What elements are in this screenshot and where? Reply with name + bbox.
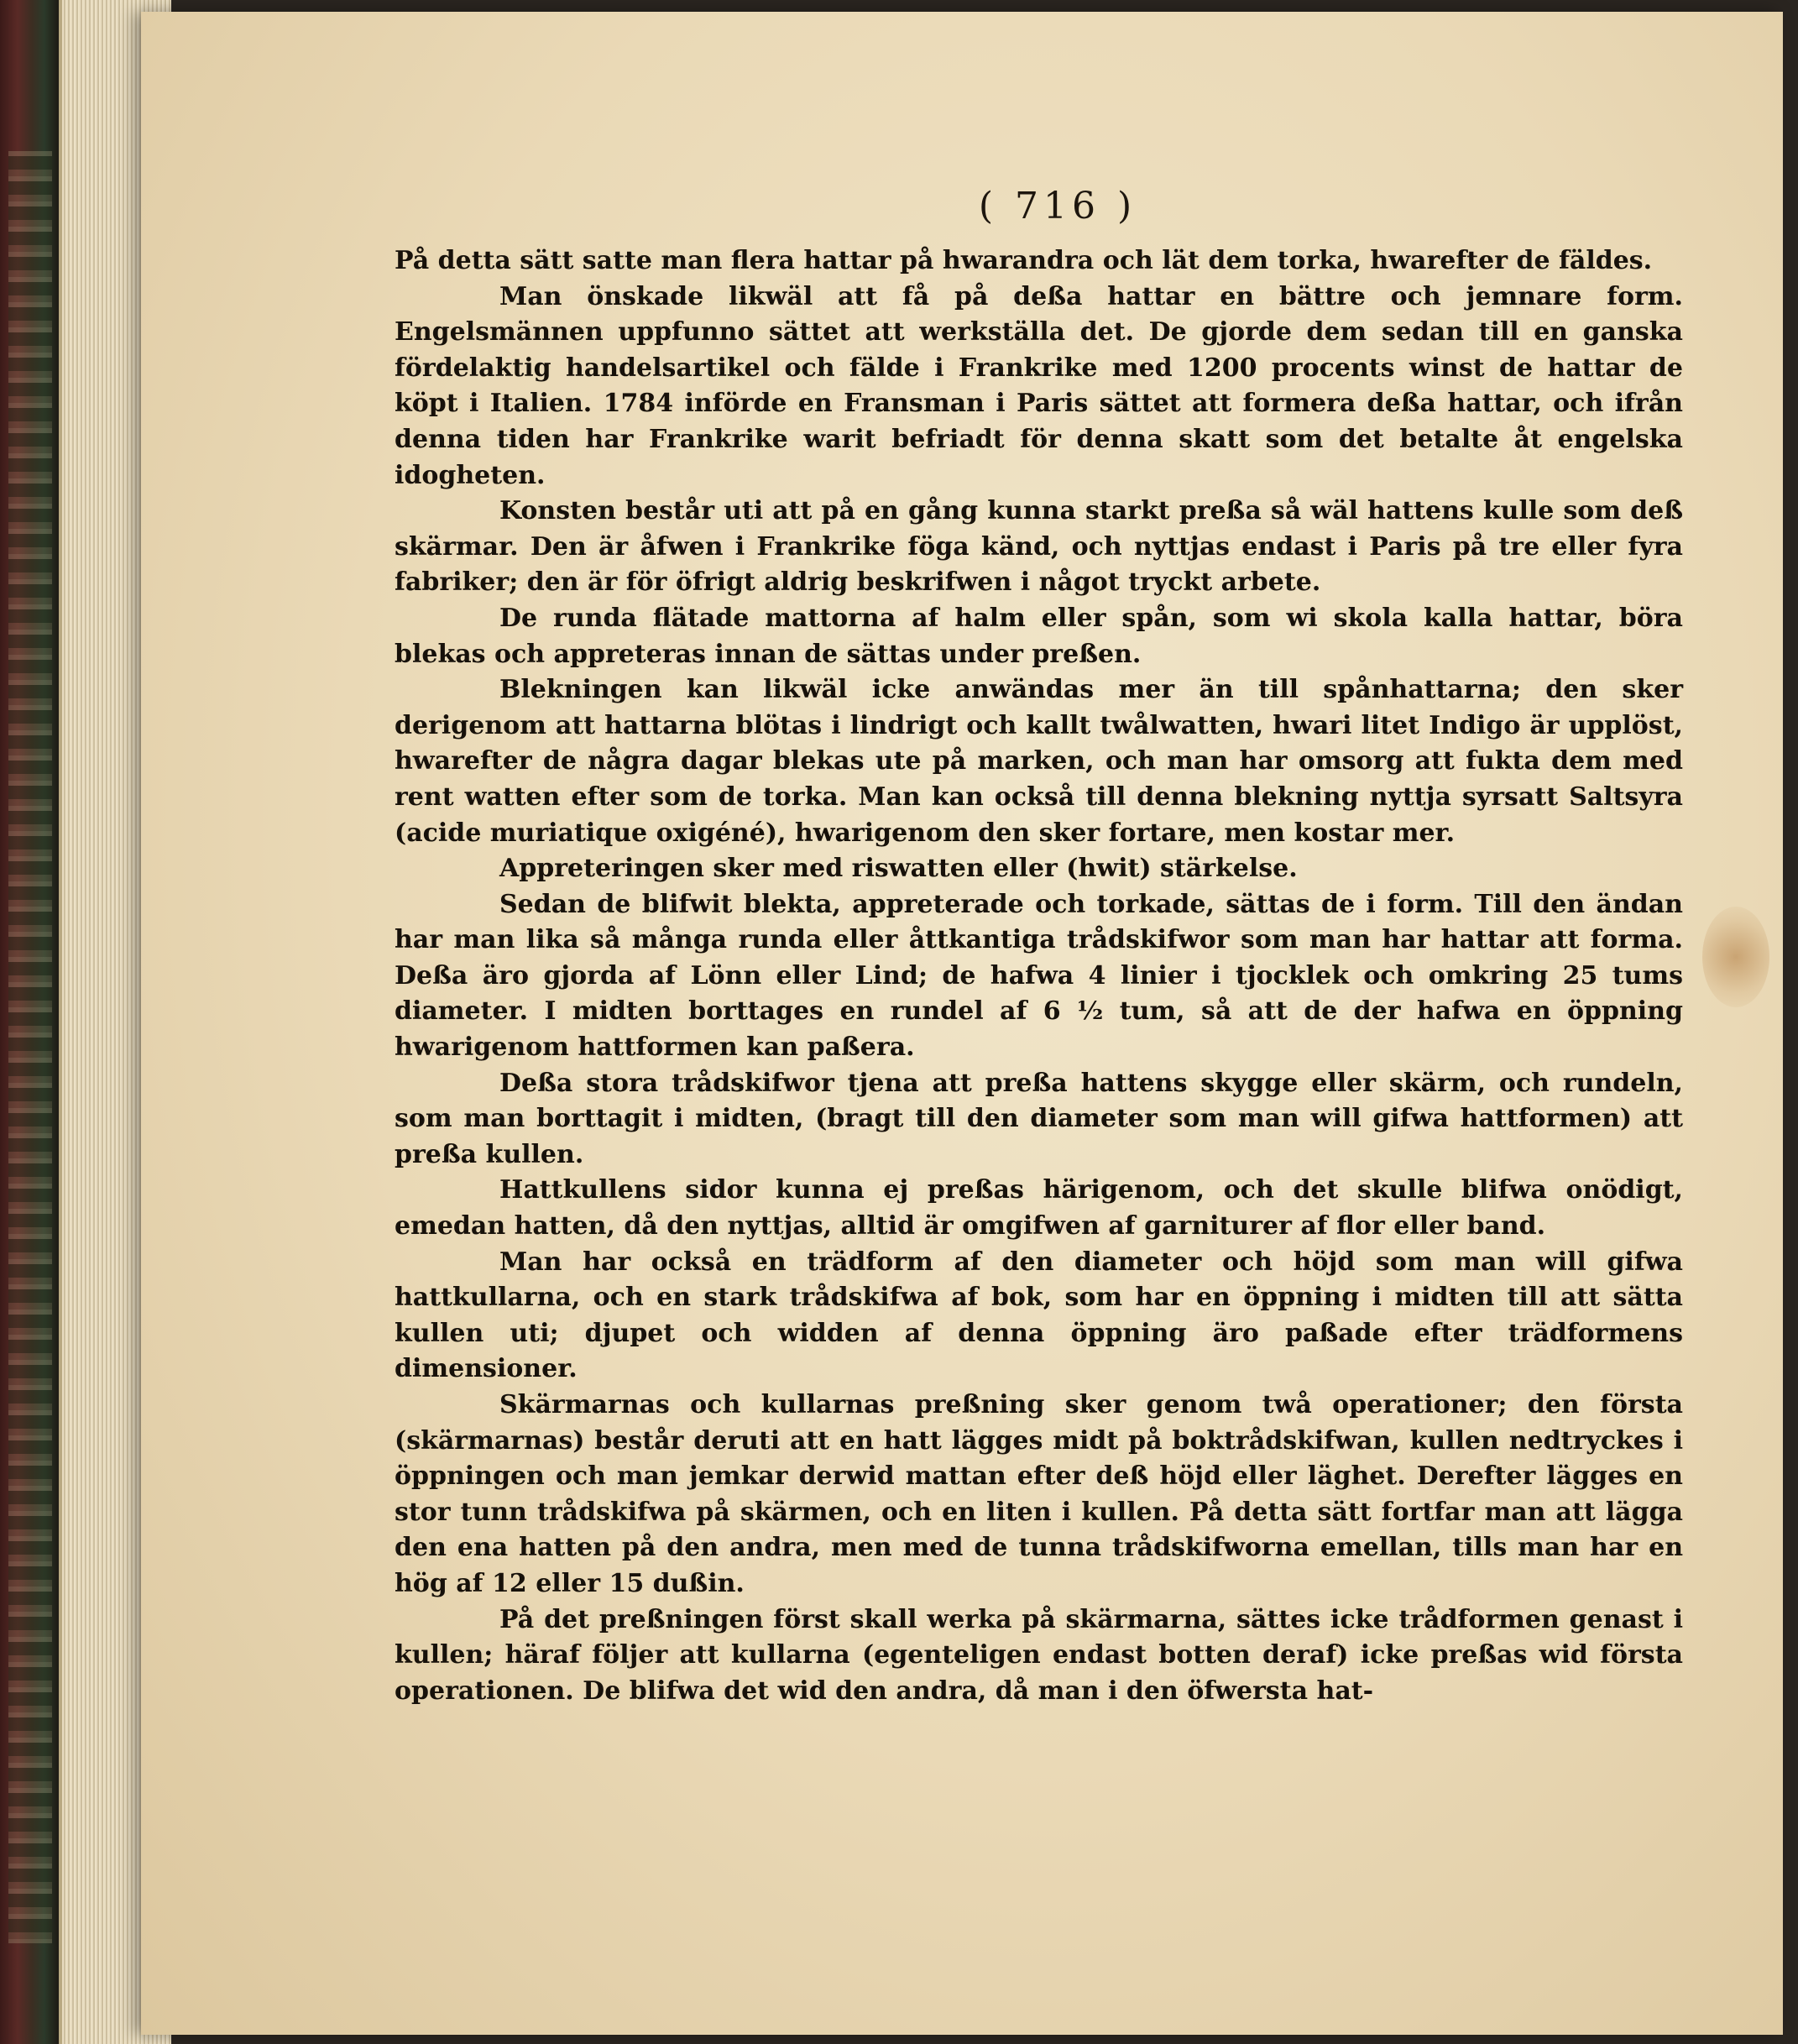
paragraph: Blekningen kan likwäl icke anwändas mer än till spånhattarna; den sker derigenom att hattarna blötas i lindrigt och kallt twålwatten, hwari litet Indigo är upplöst, hwarefter de några dagar blekas ute på marken, och man har omsorg att fukta dem med rent watten efter som de torka. Man kan också till denna blekning nyttja syrsatt Saltsyra (acide muriatique oxigéné), hwarigenom den sker fortare, men kostar mer. xyxy=(395,675,1683,848)
paragraph: Konsten består uti att på en gång kunna starkt preßa så wäl hattens kulle som deß skärmar. Den är åfwen i Frankrike föga känd, och nyttjas endast i Paris på tre eller fyra fabriker; den är för öfrigt aldrig beskrifwen i något tryckt arbete. xyxy=(395,496,1683,598)
paper-stain xyxy=(1702,907,1769,1007)
body-text xyxy=(395,243,1683,1709)
paragraph: Skärmarnas och kullarnas preßning sker genom twå operationer; den första (skärmarnas) består deruti att en hatt lägges midt på boktrådskifwan, kullen nedtryckes i öppningen och man jemkar derwid mattan efter deß höjd eller läghet. Derefter lägges en stor tunn trådskifwa på skärmen, och en liten i kullen. På detta sätt fortfar man att lägga den ena hatten på den andra, men med de tunna trådskifworna emellan, tills man har en hög af 12 eller 15 dußin. xyxy=(395,1390,1683,1598)
paragraph: Hattkullens sidor kunna ej preßas härigenom, och det skulle blifwa onödigt, emedan hatten, då den nyttjas, alltid är omgifwen af garniturer af flor eller band. xyxy=(395,1175,1683,1242)
paragraph: De runda flätade mattorna af halm eller spån, som wi skola kalla hattar, böra blekas och appreteras innan de sättas under preßen. xyxy=(395,603,1683,669)
paragraph: Man önskade likwäl att få på deßa hattar en bättre och jemnare form. Engelsmännen uppfunno sättet att werkställa det. De gjorde dem sedan till en ganska fördelaktig handelsartikel och fälde i Frankrike med 1200 procents winst de hattar de köpt i Italien. 1784 införde en Fransman i Paris sättet att formera deßa hattar, och ifrån denna tiden har Frankrike warit befriadt för denna skatt som det betalte åt engelska idogheten. xyxy=(395,281,1683,490)
paragraph: På detta sätt satte man flera hattar på hwarandra och lät dem torka, hwarefter de fäldes. xyxy=(395,246,1653,275)
paragraph: Appreteringen sker med riswatten eller (hwit) stärkelse. xyxy=(499,854,1298,884)
paragraph: Sedan de blifwit blekta, appreterade och torkade, sättas de i form. Till den ändan har man lika så många runda eller åttkantiga trådskifwor som man har hattar att forma. Deßa äro gjorda af Lönn eller Lind; de hafwa 4 linier i tjocklek och omkring 25 tums diameter. I midten borttages en rundel af 6 ½ tum, så att de der hafwa en öppning hwarigenom hattformen kan paßera. xyxy=(395,889,1683,1063)
paragraph: Deßa stora trådskifwor tjena att preßa hattens skygge eller skärm, och rundeln, som man borttagit i midten, (bragt till den diameter som man will gifwa hattformen) att preßa kullen. xyxy=(395,1068,1683,1169)
paragraph: På det preßningen först skall werka på skärmarna, sättes icke trådformen genast i kullen; häraf följer att kullarna (egenteligen endast botten deraf) icke preßas wid första operationen. De blifwa det wid den andra, då man i den öfwersta hat- xyxy=(395,1604,1683,1706)
page-number: ( 716 ) xyxy=(978,185,1137,227)
paragraph: Man har också en trädform af den diameter och höjd som man will gifwa hattkullarna, och en stark trådskifwa af bok, som har en öppning i midten till att sätta kullen uti; djupet och widden af denna öppning äro paßade efter trädformens dimensioner. xyxy=(395,1247,1683,1384)
book-spine xyxy=(0,0,59,2044)
